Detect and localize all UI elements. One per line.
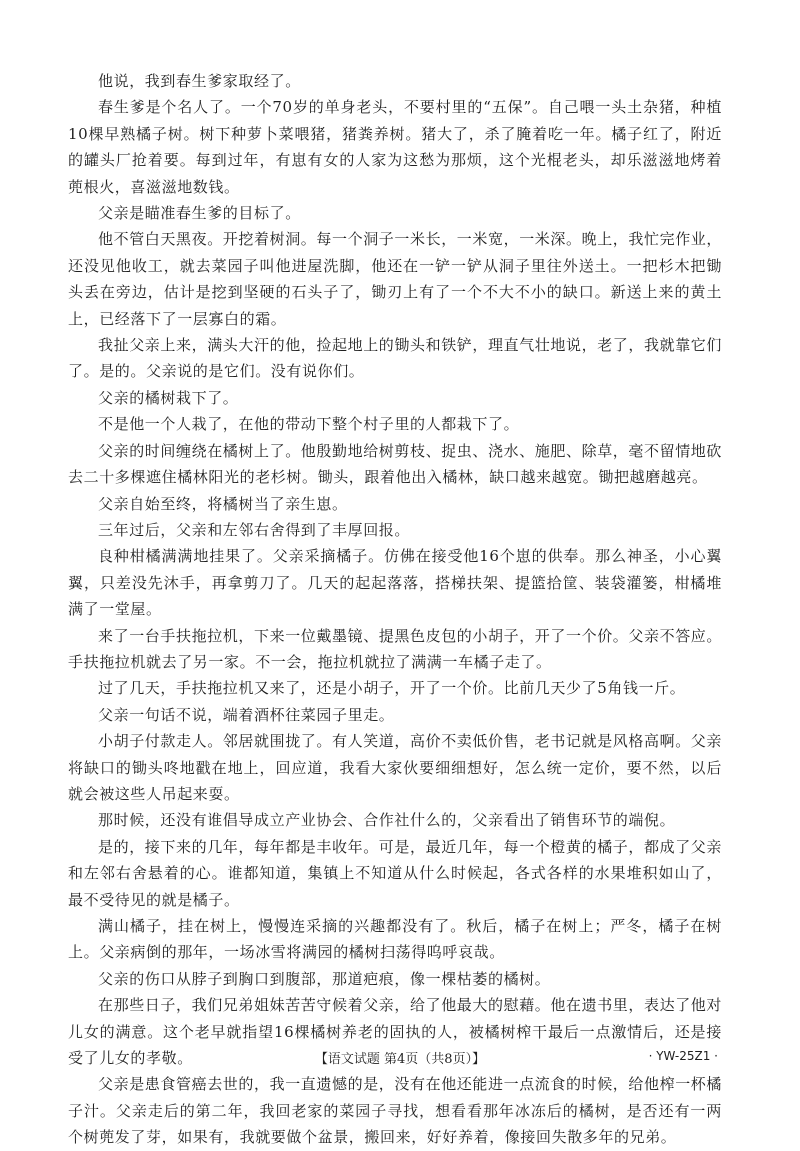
paragraph: 父亲一句话不说，端着酒杯往菜园子里走。 — [98, 705, 395, 724]
paragraph: 春生爹是个名人了。一个70岁的单身老头，不要村里的“五保”。自己喂一头土杂猪，种植10棵早熟橘子树。树下种萝卜菜喂猪，猪粪养树。猪大了，杀了腌着吃一年。橘子红了，附近的罐头厂抢着要。每到过年，有崽有女的人家为这愁为那烦，这个光棍老头，却乐滋滋地烤着蔸根火，喜滋滋地数钱。 — [68, 98, 722, 196]
paragraph: 父亲是患食管癌去世的，我一直遗憾的是，没有在他还能进一点流食的时候，给他榨一杯橘子汁。父亲走后的第二年，我回老家的菜园子寻找，想看看那年冰冻后的橘树，是否还有一两个树蔸发了芽，如果有，我就要做个盆景，搬回来，好好养着，像接回失散多年的兄弟。 — [68, 1075, 723, 1147]
paragraph: 父亲自始至终，将橘树当了亲生崽。 — [98, 494, 348, 513]
paragraph: 他不管白天黑夜。开挖着树洞。每一个洞子一米长，一米宽，一米深。晚上，我忙完作业，还没见他收工，就去菜园子叫他进屋洗脚，他还在一铲一铲从洞子里往外送土。一把杉木把锄头丢在旁边，估计是挖到坚硬的石头子了，锄刃上有了一个不大不小的缺口。新送上来的黄土上，已经落下了一层寡白的霜。 — [68, 230, 723, 328]
document-body — [68, 68, 722, 1151]
page-footer — [0, 1048, 800, 1070]
paragraph: 那时候，还没有谁倡导成立产业协会、合作社什么的，父亲看出了销售环节的端倪。 — [98, 811, 676, 830]
paragraph: 良种柑橘满满地挂果了。父亲采摘橘子。仿佛在接受他16个崽的供奉。那么神圣，小心翼翼，只差没先沐手，再拿剪刀了。几天的起起落落，搭梯扶架、提篮拾筐、装袋灌篓，柑橘堆满了一堂屋。 — [68, 547, 722, 619]
paragraph: 过了几天，手扶拖拉机又来了，还是小胡子，开了一个价。比前几天少了5角钱一斤。 — [98, 679, 686, 698]
paragraph: 父亲的时间缠绕在橘树上了。他殷勤地给树剪枝、捉虫、浇水、施肥、除草，毫不留情地砍去二十多棵遮住橘林阳光的老杉树。锄头，跟着他出入橘林，缺口越来越宽。锄把越磨越亮。 — [68, 441, 723, 487]
paragraph: 父亲的橘树栽下了。 — [98, 388, 239, 407]
paragraph: 父亲是瞄准春生爹的目标了。 — [98, 204, 301, 223]
paragraph: 来了一台手扶拖拉机，下来一位戴墨镜、提黑色皮包的小胡子，开了一个价。父亲不答应。手扶拖拉机就去了另一家。不一会，拖拉机就拉了满满一车橘子走了。 — [68, 626, 723, 671]
paper-code: · YW-25Z1 · — [648, 1049, 718, 1063]
paragraph: 不是他一个人栽了，在他的带动下整个村子里的人都栽下了。 — [98, 415, 520, 434]
page-number-label: 【语文试题 第4页（共8页）】 — [314, 1052, 486, 1067]
paragraph: 三年过后，父亲和左邻右舍得到了丰厚回报。 — [98, 520, 411, 539]
paragraph: 我扯父亲上来，满头大汗的他，捡起地上的锄头和铁铲，理直气壮地说，老了，我就靠它们了。是的。父亲说的是它们。没有说你们。 — [68, 336, 723, 381]
paragraph: 小胡子付款走人。邻居就围拢了。有人笑道，高价不卖低价售，老书记就是风格高啊。父亲将缺口的锄头咚地戳在地上，回应道，我看大家伙要细细想好，怎么统一定价，要不然，以后就会被这些人吊起来耍。 — [68, 732, 723, 803]
paragraph: 父亲的伤口从脖子到胸口到腹部，那道疤痕，像一棵枯萎的橘树。 — [98, 969, 551, 988]
paragraph: 满山橘子，挂在树上，慢慢连采摘的兴趣都没有了。秋后，橘子在树上；严冬，橘子在树上。父亲病倒的那年，一场冰雪将满园的橘树扫荡得呜呼哀哉。 — [68, 917, 722, 962]
paragraph: 是的，接下来的几年，每年都是丰收年。可是，最近几年，每一个橙黄的橘子，都成了父亲和左邻右舍悬着的心。谁都知道，集镇上不知道从什么时候起，各式各样的水果堆积如山了，最不受待见的就是橘子。 — [68, 837, 723, 909]
paragraph: 他说，我到春生爹家取经了。 — [98, 72, 301, 90]
paragraph: 在那些日子，我们兄弟姐妹苦苦守候着父亲，给了他最大的慰藉。他在遗书里，表达了他对儿女的满意。这个老早就指望16棵橘树养老的固执的人，被橘树榨干最后一点激情后，还是接受了儿女的孝敬。 — [68, 996, 723, 1068]
